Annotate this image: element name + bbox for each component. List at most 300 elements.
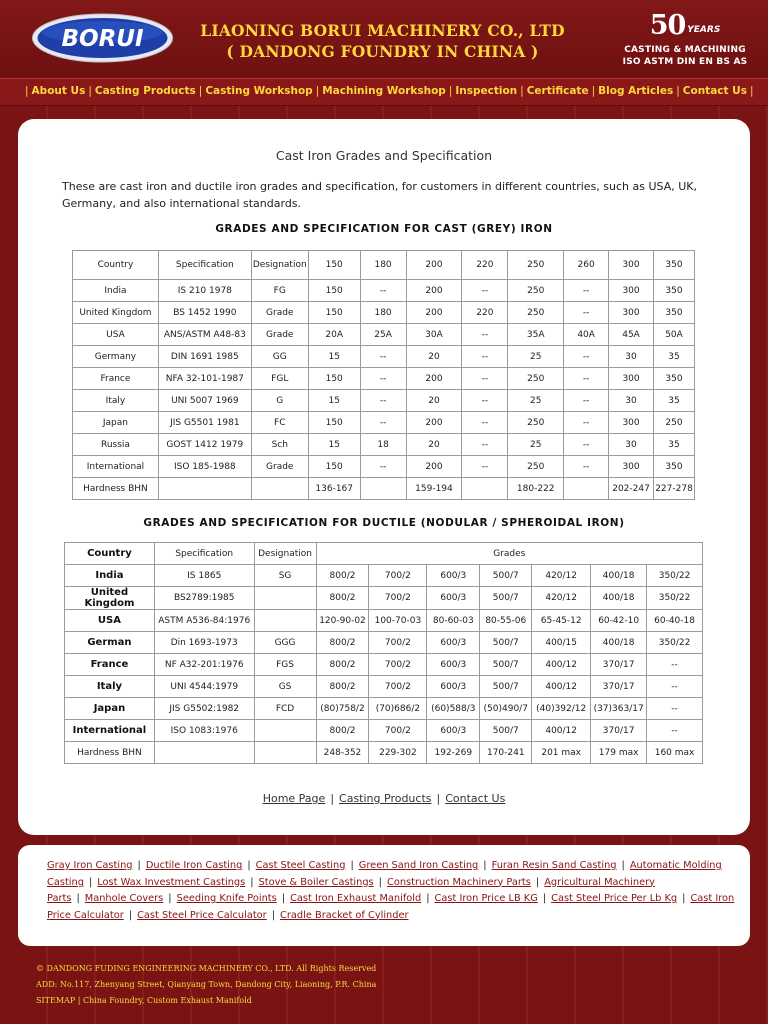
grey-hardness-cell: 227-278 xyxy=(653,478,694,500)
grey-table-row xyxy=(73,412,695,434)
footer-address: ADD: No.117, Zhenyang Street, Qianyang Town, Dandong City, Liaoning, P.R. China xyxy=(36,980,377,989)
ductile-cell: ISO 1083:1976 xyxy=(154,720,254,742)
grey-cell: 350 xyxy=(653,280,694,302)
nav-item-machining-workshop[interactable]: Machining Workshop xyxy=(322,85,446,97)
grey-cell: ISO 185-1988 xyxy=(158,456,251,478)
related-link[interactable]: Cast Steel Casting xyxy=(255,860,346,871)
grey-cell: 25 xyxy=(508,390,564,412)
link-separator: | xyxy=(350,860,354,871)
grey-header-cell: Specification xyxy=(158,251,251,280)
nav-separator: | xyxy=(520,85,524,97)
grey-cell: -- xyxy=(360,346,406,368)
grey-cell: 250 xyxy=(653,412,694,434)
grey-cell: 20 xyxy=(406,434,462,456)
ductile-cell: 350/22 xyxy=(647,587,703,610)
related-link[interactable]: Ductile Iron Casting xyxy=(145,860,243,871)
grey-cell: -- xyxy=(462,412,508,434)
grey-table-row xyxy=(73,368,695,390)
ductile-hardness-cell: 160 max xyxy=(647,742,703,764)
grey-cell: FG xyxy=(251,280,308,302)
nav-separator: | xyxy=(88,85,92,97)
grey-cell: G xyxy=(251,390,308,412)
grey-cell: 200 xyxy=(406,302,462,324)
ductile-cell: 400/18 xyxy=(591,632,647,654)
grey-cell: -- xyxy=(462,456,508,478)
ductile-cell: UNI 4544:1979 xyxy=(154,676,254,698)
link-separator: | xyxy=(128,909,133,921)
grey-cell: 25A xyxy=(360,324,406,346)
ductile-cell: -- xyxy=(647,720,703,742)
ductile-cell: German xyxy=(65,632,155,654)
grey-cell: 40A xyxy=(564,324,609,346)
badge-years: YEARS xyxy=(687,25,721,35)
grey-hardness-cell: 180-222 xyxy=(508,478,564,500)
ductile-hardness-cell: 179 max xyxy=(591,742,647,764)
site-footer xyxy=(36,961,736,1009)
ductile-cell: 600/3 xyxy=(427,654,480,676)
content-panel xyxy=(18,119,750,835)
grey-cell: JIS G5501 1981 xyxy=(158,412,251,434)
ductile-cell: SG xyxy=(254,565,316,587)
link-separator: | xyxy=(436,792,441,805)
ductile-cell: France xyxy=(65,654,155,676)
related-link[interactable]: Seeding Knife Points xyxy=(176,893,277,904)
grey-hardness-cell: 136-167 xyxy=(308,478,360,500)
ductile-iron-section-title: GRADES AND SPECIFICATION FOR DUCTILE (NODULAR / SPHEROIDAL IRON) xyxy=(143,517,625,529)
ductile-iron-table xyxy=(64,542,703,764)
grey-table-row xyxy=(73,302,695,324)
bottom-link-casting-products[interactable]: Casting Products xyxy=(339,792,432,805)
grey-header-cell: 180 xyxy=(360,251,406,280)
grey-cell: 15 xyxy=(308,390,360,412)
ductile-cell: 400/12 xyxy=(532,720,591,742)
grey-cell: GG xyxy=(251,346,308,368)
ductile-cell: 800/2 xyxy=(316,654,369,676)
grey-header-cell: 200 xyxy=(406,251,462,280)
grey-cell: 45A xyxy=(609,324,654,346)
grey-hardness-cell xyxy=(158,478,251,500)
ductile-cell: -- xyxy=(647,676,703,698)
ductile-cell: (37)363/17 xyxy=(591,698,647,720)
grey-cell: -- xyxy=(462,324,508,346)
related-link[interactable]: Cast Iron Price Calculator xyxy=(47,893,735,921)
ductile-cell xyxy=(254,720,316,742)
link-separator: | xyxy=(330,792,335,805)
ductile-cell: 500/7 xyxy=(480,587,532,610)
ductile-cell: 500/7 xyxy=(480,565,532,587)
page-title: Cast Iron Grades and Specification xyxy=(275,148,493,163)
grey-cell: -- xyxy=(564,412,609,434)
grey-cell: 35A xyxy=(508,324,564,346)
ductile-cell: (60)588/3 xyxy=(427,698,480,720)
intro-paragraph: These are cast iron and ductile iron grades and specification, for customers in different countries, such as USA, UK, Germany, and also international standards. xyxy=(62,180,697,210)
nav-item-casting-workshop[interactable]: Casting Workshop xyxy=(205,85,313,97)
link-separator: | xyxy=(426,893,430,904)
grey-cell: -- xyxy=(360,412,406,434)
grey-cell: 20 xyxy=(406,346,462,368)
badge-number: 50 xyxy=(649,10,686,41)
ductile-cell: 420/12 xyxy=(532,565,591,587)
grey-table-row xyxy=(73,456,695,478)
grey-cell: -- xyxy=(462,368,508,390)
ductile-hardness-cell xyxy=(154,742,254,764)
ductile-cell: 370/17 xyxy=(591,720,647,742)
grey-cell: Grade xyxy=(251,456,308,478)
link-separator: | xyxy=(76,893,80,904)
ductile-hardness-cell: 192-269 xyxy=(427,742,480,764)
ductile-cell: 700/2 xyxy=(369,587,427,610)
nav-item-certificate[interactable]: Certificate xyxy=(526,85,589,97)
grey-header-cell: 150 xyxy=(308,251,360,280)
grey-hardness-cell xyxy=(462,478,508,500)
related-link[interactable]: Stove & Boiler Castings xyxy=(258,876,374,888)
grey-cell: 15 xyxy=(308,434,360,456)
related-link[interactable]: Green Sand Iron Casting xyxy=(358,860,479,871)
company-name xyxy=(200,20,565,62)
main-nav xyxy=(0,78,768,106)
grey-cell: 30 xyxy=(609,390,654,412)
grey-table-row xyxy=(73,346,695,368)
badge-line1: CASTING & MACHINING xyxy=(624,45,746,55)
ductile-cell: 600/3 xyxy=(427,587,480,610)
grey-cell: -- xyxy=(360,456,406,478)
grey-cell: -- xyxy=(564,280,609,302)
grey-cell: FC xyxy=(251,412,308,434)
ductile-cell: 400/12 xyxy=(532,654,591,676)
related-links-panel xyxy=(18,845,750,946)
grey-cell: United Kingdom xyxy=(73,302,159,324)
logo-text: BORUI xyxy=(61,26,144,52)
grey-cell: 250 xyxy=(508,280,564,302)
ductile-cell: 600/3 xyxy=(427,632,480,654)
grey-cell: 220 xyxy=(462,302,508,324)
related-link[interactable]: Automatic Molding Casting xyxy=(47,860,722,888)
ductile-cell: 370/17 xyxy=(591,654,647,676)
related-link[interactable]: Agricultural Machinery Parts xyxy=(47,876,655,904)
ductile-cell: Italy xyxy=(65,676,155,698)
grey-cell: 200 xyxy=(406,412,462,434)
grey-hardness-cell xyxy=(564,478,609,500)
ductile-cell: ASTM A536-84:1976 xyxy=(154,610,254,632)
nav-items xyxy=(22,85,757,97)
ductile-cell: FGS xyxy=(254,654,316,676)
ductile-cell: 500/7 xyxy=(480,632,532,654)
grey-cell: DIN 1691 1985 xyxy=(158,346,251,368)
related-link[interactable]: Construction Machinery Parts xyxy=(386,876,531,888)
grey-cell: -- xyxy=(564,390,609,412)
ductile-hardness-cell: 229-302 xyxy=(369,742,427,764)
grey-cell: 180 xyxy=(360,302,406,324)
grey-cell: ANS/ASTM A48-83 xyxy=(158,324,251,346)
borui-logo[interactable] xyxy=(30,12,175,64)
grey-header-cell: 220 xyxy=(462,251,508,280)
grey-cell: Grade xyxy=(251,302,308,324)
grey-cell: -- xyxy=(462,434,508,456)
ductile-hardness-cell xyxy=(254,742,316,764)
grey-cell: -- xyxy=(462,346,508,368)
ductile-table-row xyxy=(65,565,703,587)
grey-cell: 20 xyxy=(406,390,462,412)
related-link[interactable]: Cast Steel Price Per Lb Kg xyxy=(551,893,678,904)
ductile-cell: 60-42-10 xyxy=(591,610,647,632)
ductile-header-cell: Specification xyxy=(154,543,254,565)
related-links xyxy=(47,858,737,924)
ductile-cell: -- xyxy=(647,698,703,720)
ductile-cell: JIS G5502:1982 xyxy=(154,698,254,720)
grey-cell: 250 xyxy=(508,456,564,478)
ductile-cell: 700/2 xyxy=(369,654,427,676)
ductile-cell: 350/22 xyxy=(647,565,703,587)
ductile-cell: 80-60-03 xyxy=(427,610,480,632)
link-separator: | xyxy=(682,893,686,904)
grey-cell: FGL xyxy=(251,368,308,390)
bottom-link-home-page[interactable]: Home Page xyxy=(262,792,326,805)
ductile-cell xyxy=(254,610,316,632)
ductile-cell: BS2789:1985 xyxy=(154,587,254,610)
ductile-cell: 700/2 xyxy=(369,632,427,654)
ductile-cell: (80)758/2 xyxy=(316,698,369,720)
grey-cell: -- xyxy=(462,280,508,302)
grey-cell: UNI 5007 1969 xyxy=(158,390,251,412)
grey-hardness-cell: 202-247 xyxy=(609,478,654,500)
ductile-hardness-cell: 248-352 xyxy=(316,742,369,764)
grey-cell: Italy xyxy=(73,390,159,412)
nav-separator: | xyxy=(315,85,320,97)
grey-cell: -- xyxy=(564,434,609,456)
ductile-cell: 350/22 xyxy=(647,632,703,654)
grey-cell: 250 xyxy=(508,302,564,324)
ductile-cell: 420/12 xyxy=(532,587,591,610)
nav-item-inspection[interactable]: Inspection xyxy=(455,85,518,97)
ductile-cell: Japan xyxy=(65,698,155,720)
grey-table-row xyxy=(73,324,695,346)
grey-cell: 50A xyxy=(653,324,694,346)
ductile-hardness-row xyxy=(65,742,703,764)
related-link[interactable]: Furan Resin Sand Casting xyxy=(491,860,617,871)
grey-table-row xyxy=(73,280,695,302)
grey-cell: USA xyxy=(73,324,159,346)
ductile-cell: 600/3 xyxy=(427,720,480,742)
grey-header-cell: 250 xyxy=(508,251,564,280)
link-separator: | xyxy=(621,860,625,871)
ductile-cell: 400/12 xyxy=(532,676,591,698)
grey-cell: 25 xyxy=(508,346,564,368)
grey-cell: Russia xyxy=(73,434,159,456)
grey-table-row xyxy=(73,390,695,412)
link-separator: | xyxy=(168,893,172,904)
nav-separator: | xyxy=(591,85,596,97)
grey-cell: 30 xyxy=(609,434,654,456)
grey-hardness-row xyxy=(73,478,695,500)
grey-cell: India xyxy=(73,280,159,302)
ductile-cell: 700/2 xyxy=(369,565,427,587)
grey-cell: International xyxy=(73,456,159,478)
ductile-cell: 600/3 xyxy=(427,676,480,698)
link-separator: | xyxy=(535,876,540,888)
grey-hardness-cell xyxy=(360,478,406,500)
ductile-header-cell: Designation xyxy=(254,543,316,565)
grey-cell: 200 xyxy=(406,368,462,390)
grey-header-cell: Country xyxy=(73,251,159,280)
grey-header-cell: 300 xyxy=(609,251,654,280)
ductile-table-row xyxy=(65,610,703,632)
ductile-cell xyxy=(254,587,316,610)
ductile-cell: 600/3 xyxy=(427,565,480,587)
ductile-header-cell: Grades xyxy=(316,543,702,565)
ductile-cell: (40)392/12 xyxy=(532,698,591,720)
link-separator: | xyxy=(271,909,276,921)
grey-cell: 150 xyxy=(308,412,360,434)
related-link[interactable]: Cradle Bracket of Cylinder xyxy=(280,909,409,921)
nav-separator: | xyxy=(749,85,754,97)
nav-item-about-us[interactable]: About Us xyxy=(31,85,86,97)
grey-cell: 350 xyxy=(653,368,694,390)
ductile-cell: 800/2 xyxy=(316,720,369,742)
grey-cell: Sch xyxy=(251,434,308,456)
ductile-table-row xyxy=(65,676,703,698)
grey-header-cell: 350 xyxy=(653,251,694,280)
ductile-cell: 400/18 xyxy=(591,587,647,610)
ductile-cell: (70)686/2 xyxy=(369,698,427,720)
footer-copyright: © DANDONG FUDING ENGINEERING MACHINERY CO., LTD. All Rights Reserved xyxy=(36,964,377,973)
grey-header-cell: 260 xyxy=(564,251,609,280)
grey-cell: 35 xyxy=(653,346,694,368)
ductile-header-cell: Country xyxy=(65,543,155,565)
ductile-cell: United Kingdom xyxy=(65,587,155,610)
ductile-cell: 700/2 xyxy=(369,720,427,742)
nav-separator: | xyxy=(198,85,203,97)
grey-table-row xyxy=(73,434,695,456)
ductile-cell: 120-90-02 xyxy=(316,610,369,632)
nav-item-contact-us[interactable]: Contact Us xyxy=(682,85,747,97)
grey-cell: 300 xyxy=(609,368,654,390)
grey-cell: Germany xyxy=(73,346,159,368)
ductile-hardness-cell: 201 max xyxy=(532,742,591,764)
grey-cell: 150 xyxy=(308,302,360,324)
grey-cell: 15 xyxy=(308,346,360,368)
nav-item-casting-products[interactable]: Casting Products xyxy=(94,85,196,97)
grey-cell: -- xyxy=(360,368,406,390)
ductile-cell: GGG xyxy=(254,632,316,654)
grey-cell: 200 xyxy=(406,280,462,302)
ductile-cell: 500/7 xyxy=(480,676,532,698)
ductile-table-header xyxy=(65,543,703,565)
ductile-table-row xyxy=(65,720,703,742)
bottom-link-contact-us[interactable]: Contact Us xyxy=(445,792,506,805)
grey-cell: 250 xyxy=(508,412,564,434)
ductile-table-row xyxy=(65,654,703,676)
nav-separator: | xyxy=(676,85,680,97)
grey-cell: 20A xyxy=(308,324,360,346)
related-link[interactable]: Manhole Covers xyxy=(84,893,164,904)
ductile-cell: 370/17 xyxy=(591,676,647,698)
ductile-cell: IS 1865 xyxy=(154,565,254,587)
grey-cell: 35 xyxy=(653,434,694,456)
grey-cell: BS 1452 1990 xyxy=(158,302,251,324)
ductile-cell: -- xyxy=(647,654,703,676)
ductile-cell: 400/18 xyxy=(591,565,647,587)
grey-cell: Japan xyxy=(73,412,159,434)
grey-cell: -- xyxy=(564,346,609,368)
ductile-cell: 800/2 xyxy=(316,565,369,587)
grey-iron-table xyxy=(72,250,695,500)
grey-cell: 30A xyxy=(406,324,462,346)
ductile-cell: 60-40-18 xyxy=(647,610,703,632)
grey-cell: 150 xyxy=(308,368,360,390)
related-link[interactable]: Cast Iron Exhaust Manifold xyxy=(290,893,422,904)
company-name-line2: ( DANDONG FOUNDRY IN CHINA ) xyxy=(226,42,539,61)
related-link[interactable]: Cast Steel Price Calculator xyxy=(137,909,267,921)
ductile-cell: 700/2 xyxy=(369,676,427,698)
grey-table-header xyxy=(73,251,695,280)
grey-cell: 300 xyxy=(609,280,654,302)
nav-separator: | xyxy=(448,85,453,97)
grey-hardness-cell: Hardness BHN xyxy=(73,478,159,500)
link-separator: | xyxy=(483,860,487,871)
grey-iron-section-title: GRADES AND SPECIFICATION FOR CAST (GREY) IRON xyxy=(215,223,553,235)
ductile-cell: India xyxy=(65,565,155,587)
grey-cell: 25 xyxy=(508,434,564,456)
ductile-table-row xyxy=(65,587,703,610)
grey-cell: -- xyxy=(564,302,609,324)
ductile-cell: 400/15 xyxy=(532,632,591,654)
ductile-cell: (50)490/7 xyxy=(480,698,532,720)
link-separator: | xyxy=(281,893,286,904)
nav-item-blog-articles[interactable]: Blog Articles xyxy=(598,85,674,97)
grey-hardness-cell xyxy=(251,478,308,500)
grey-cell: -- xyxy=(462,390,508,412)
footer-sitemap: SITEMAP | China Foundry, Custom Exhaust Manifold xyxy=(36,996,252,1005)
grey-cell: 300 xyxy=(609,412,654,434)
grey-cell: 350 xyxy=(653,456,694,478)
related-link[interactable]: Gray Iron Casting xyxy=(47,860,133,871)
bottom-links xyxy=(18,792,750,805)
nav-separator: | xyxy=(25,85,29,97)
ductile-cell: 500/7 xyxy=(480,720,532,742)
grey-cell: 350 xyxy=(653,302,694,324)
grey-cell: 200 xyxy=(406,456,462,478)
grey-cell: 150 xyxy=(308,280,360,302)
grey-header-cell: Designation xyxy=(251,251,308,280)
grey-cell: -- xyxy=(360,280,406,302)
ductile-cell: International xyxy=(65,720,155,742)
ductile-cell: 100-70-03 xyxy=(369,610,427,632)
ductile-table-row xyxy=(65,632,703,654)
grey-cell: Grade xyxy=(251,324,308,346)
related-link[interactable]: Cast Iron Price LB KG xyxy=(434,893,538,904)
anniversary-badge xyxy=(620,12,750,68)
grey-cell: -- xyxy=(564,368,609,390)
link-separator: | xyxy=(378,876,382,888)
grey-cell: GOST 1412 1979 xyxy=(158,434,251,456)
ductile-hardness-cell: 170-241 xyxy=(480,742,532,764)
grey-cell: NFA 32-101-1987 xyxy=(158,368,251,390)
grey-cell: -- xyxy=(564,456,609,478)
ductile-hardness-cell: Hardness BHN xyxy=(65,742,155,764)
link-separator: | xyxy=(88,876,93,888)
grey-cell: -- xyxy=(360,390,406,412)
ductile-cell: GS xyxy=(254,676,316,698)
grey-cell: 300 xyxy=(609,456,654,478)
ductile-cell: 500/7 xyxy=(480,654,532,676)
ductile-cell: 65-45-12 xyxy=(532,610,591,632)
grey-hardness-cell: 159-194 xyxy=(406,478,462,500)
link-separator: | xyxy=(542,893,547,904)
related-link[interactable]: Lost Wax Investment Castings xyxy=(97,876,246,888)
ductile-cell: FCD xyxy=(254,698,316,720)
grey-cell: IS 210 1978 xyxy=(158,280,251,302)
grey-cell: France xyxy=(73,368,159,390)
